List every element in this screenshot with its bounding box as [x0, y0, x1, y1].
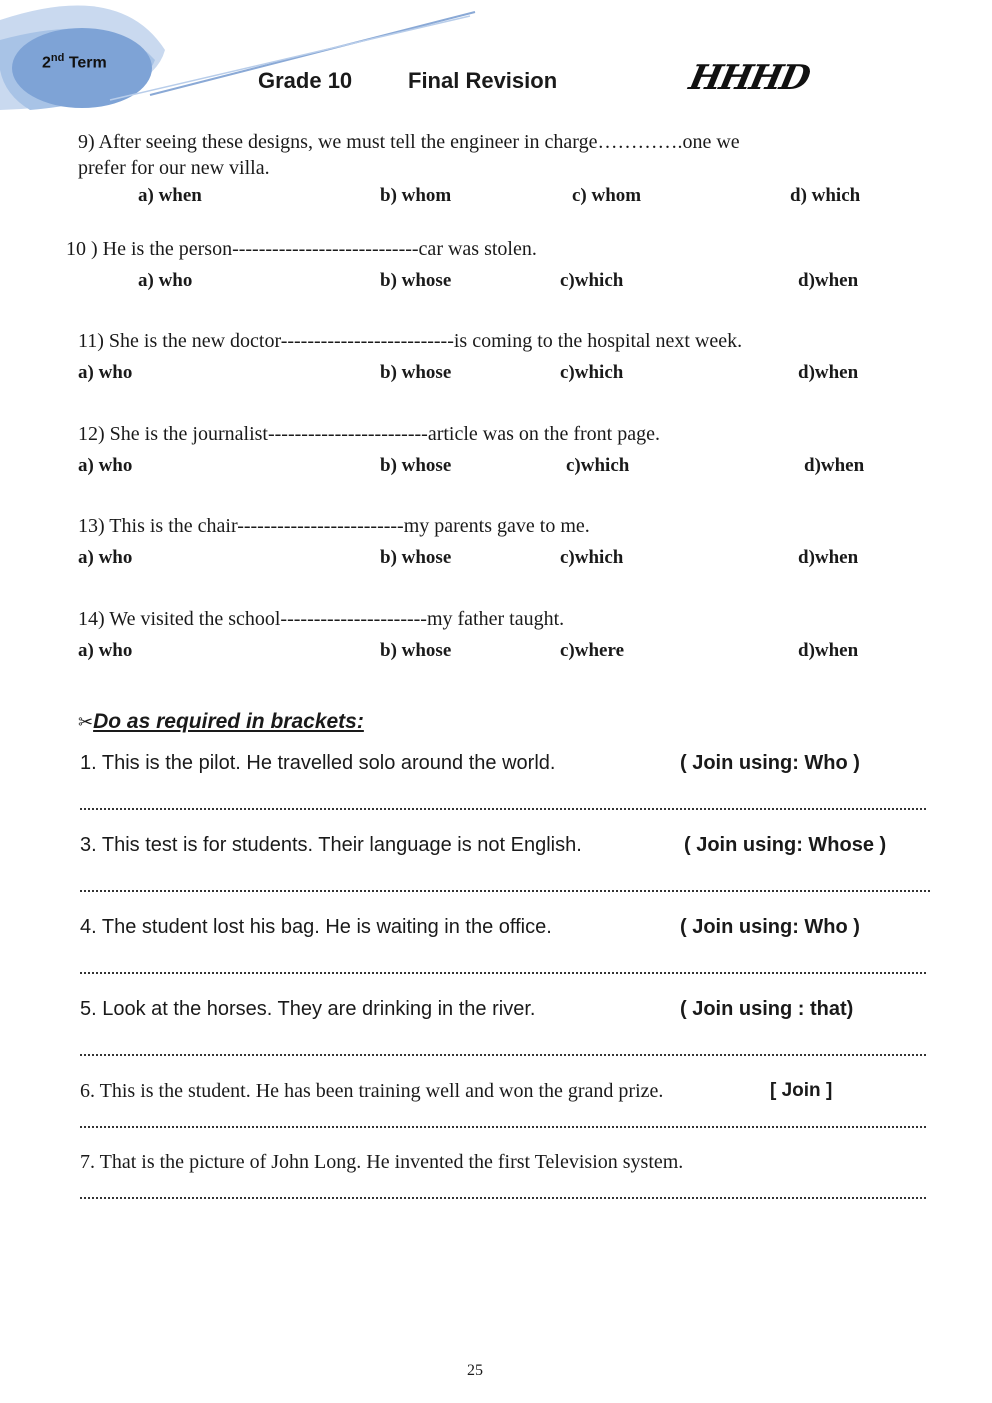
- exercise-1-instruction: ( Join using: Who ): [680, 752, 860, 774]
- question-13-text: 13) This is the chair-------------------------my parents gave to me.: [78, 515, 590, 537]
- question-9-option-c[interactable]: c) whom: [572, 185, 642, 206]
- question-12-option-b[interactable]: b) whose: [380, 455, 452, 476]
- exercise-1-answer-line[interactable]: [80, 808, 926, 810]
- logo-signature: HHHD: [685, 58, 813, 98]
- exercise-5-instruction: ( Join using : that): [680, 998, 854, 1020]
- question-11-option-a[interactable]: a) who: [78, 362, 133, 383]
- question-10-option-b[interactable]: b) whose: [380, 270, 452, 291]
- exercise-3-text: 3. This test is for students. Their language is not English.: [80, 834, 582, 856]
- question-9-option-a[interactable]: a) when: [138, 185, 202, 206]
- section-heading-text: Do as required in brackets:: [93, 710, 364, 733]
- exercise-6-text: 6. This is the student. He has been training well and won the grand prize.: [80, 1080, 664, 1102]
- term-badge: [42, 52, 107, 72]
- term-superscript: nd: [50, 52, 65, 64]
- page-title: Final Revision: [408, 68, 558, 93]
- question-9-line1: 9) After seeing these designs, we must tell the engineer in charge………….one we: [78, 131, 740, 153]
- question-9-option-d[interactable]: d) which: [790, 185, 861, 206]
- exercise-6-answer-line[interactable]: [80, 1126, 926, 1128]
- exercise-4-text: 4. The student lost his bag. He is waiting in the office.: [80, 916, 552, 938]
- question-10-option-c[interactable]: c)which: [560, 270, 624, 291]
- question-12-option-d[interactable]: d)when: [804, 455, 865, 476]
- question-10-text: 10 ) He is the person----------------------------car was stolen.: [66, 238, 537, 260]
- question-10-option-d[interactable]: d)when: [798, 270, 859, 291]
- question-11-text: 11) She is the new doctor--------------------------is coming to the hospital next week.: [78, 330, 743, 352]
- question-9-option-b[interactable]: b) whom: [380, 185, 452, 206]
- question-11-option-d[interactable]: d)when: [798, 362, 859, 383]
- question-14-text: 14) We visited the school----------------------my father taught.: [78, 608, 565, 630]
- exercise-6-instruction: [ Join ]: [770, 1080, 833, 1101]
- question-9-line2: prefer for our new villa.: [78, 157, 270, 179]
- question-14-option-b[interactable]: b) whose: [380, 640, 452, 661]
- question-11-option-c[interactable]: c)which: [560, 362, 624, 383]
- exercise-4-instruction: ( Join using: Who ): [680, 916, 860, 938]
- page-number: 25: [467, 1362, 483, 1379]
- question-11-option-b[interactable]: b) whose: [380, 362, 452, 383]
- question-12-option-c[interactable]: c)which: [566, 455, 630, 476]
- question-13-option-b[interactable]: b) whose: [380, 547, 452, 568]
- exercise-1-text: 1. This is the pilot. He travelled solo around the world.: [80, 752, 556, 774]
- question-12-option-a[interactable]: a) who: [78, 455, 133, 476]
- question-13-option-c[interactable]: c)which: [560, 547, 624, 568]
- question-10-option-a[interactable]: a) who: [138, 270, 193, 291]
- exercise-4-answer-line[interactable]: [80, 972, 926, 974]
- question-14-option-c[interactable]: c)where: [560, 640, 625, 661]
- term-word: Term: [68, 54, 107, 72]
- section-heading: [78, 710, 364, 734]
- question-14-option-a[interactable]: a) who: [78, 640, 133, 661]
- question-13-option-d[interactable]: d)when: [798, 547, 859, 568]
- exercise-7-text: 7. That is the picture of John Long. He invented the first Television system.: [80, 1151, 684, 1173]
- exercise-3-answer-line[interactable]: [80, 890, 930, 892]
- question-14-option-d[interactable]: d)when: [798, 640, 859, 661]
- exercise-7-answer-line[interactable]: [80, 1197, 926, 1199]
- question-12-text: 12) She is the journalist------------------------article was on the front page.: [78, 423, 660, 445]
- scissors-icon: ✂: [78, 712, 94, 732]
- exercise-5-answer-line[interactable]: [80, 1054, 926, 1056]
- grade-label: Grade 10: [258, 68, 353, 93]
- question-13-option-a[interactable]: a) who: [78, 547, 133, 568]
- exercise-3-instruction: ( Join using: Whose ): [684, 834, 887, 856]
- term-ordinal: 2: [42, 54, 51, 72]
- exercise-5-text: 5. Look at the horses. They are drinking in the river.: [80, 998, 536, 1020]
